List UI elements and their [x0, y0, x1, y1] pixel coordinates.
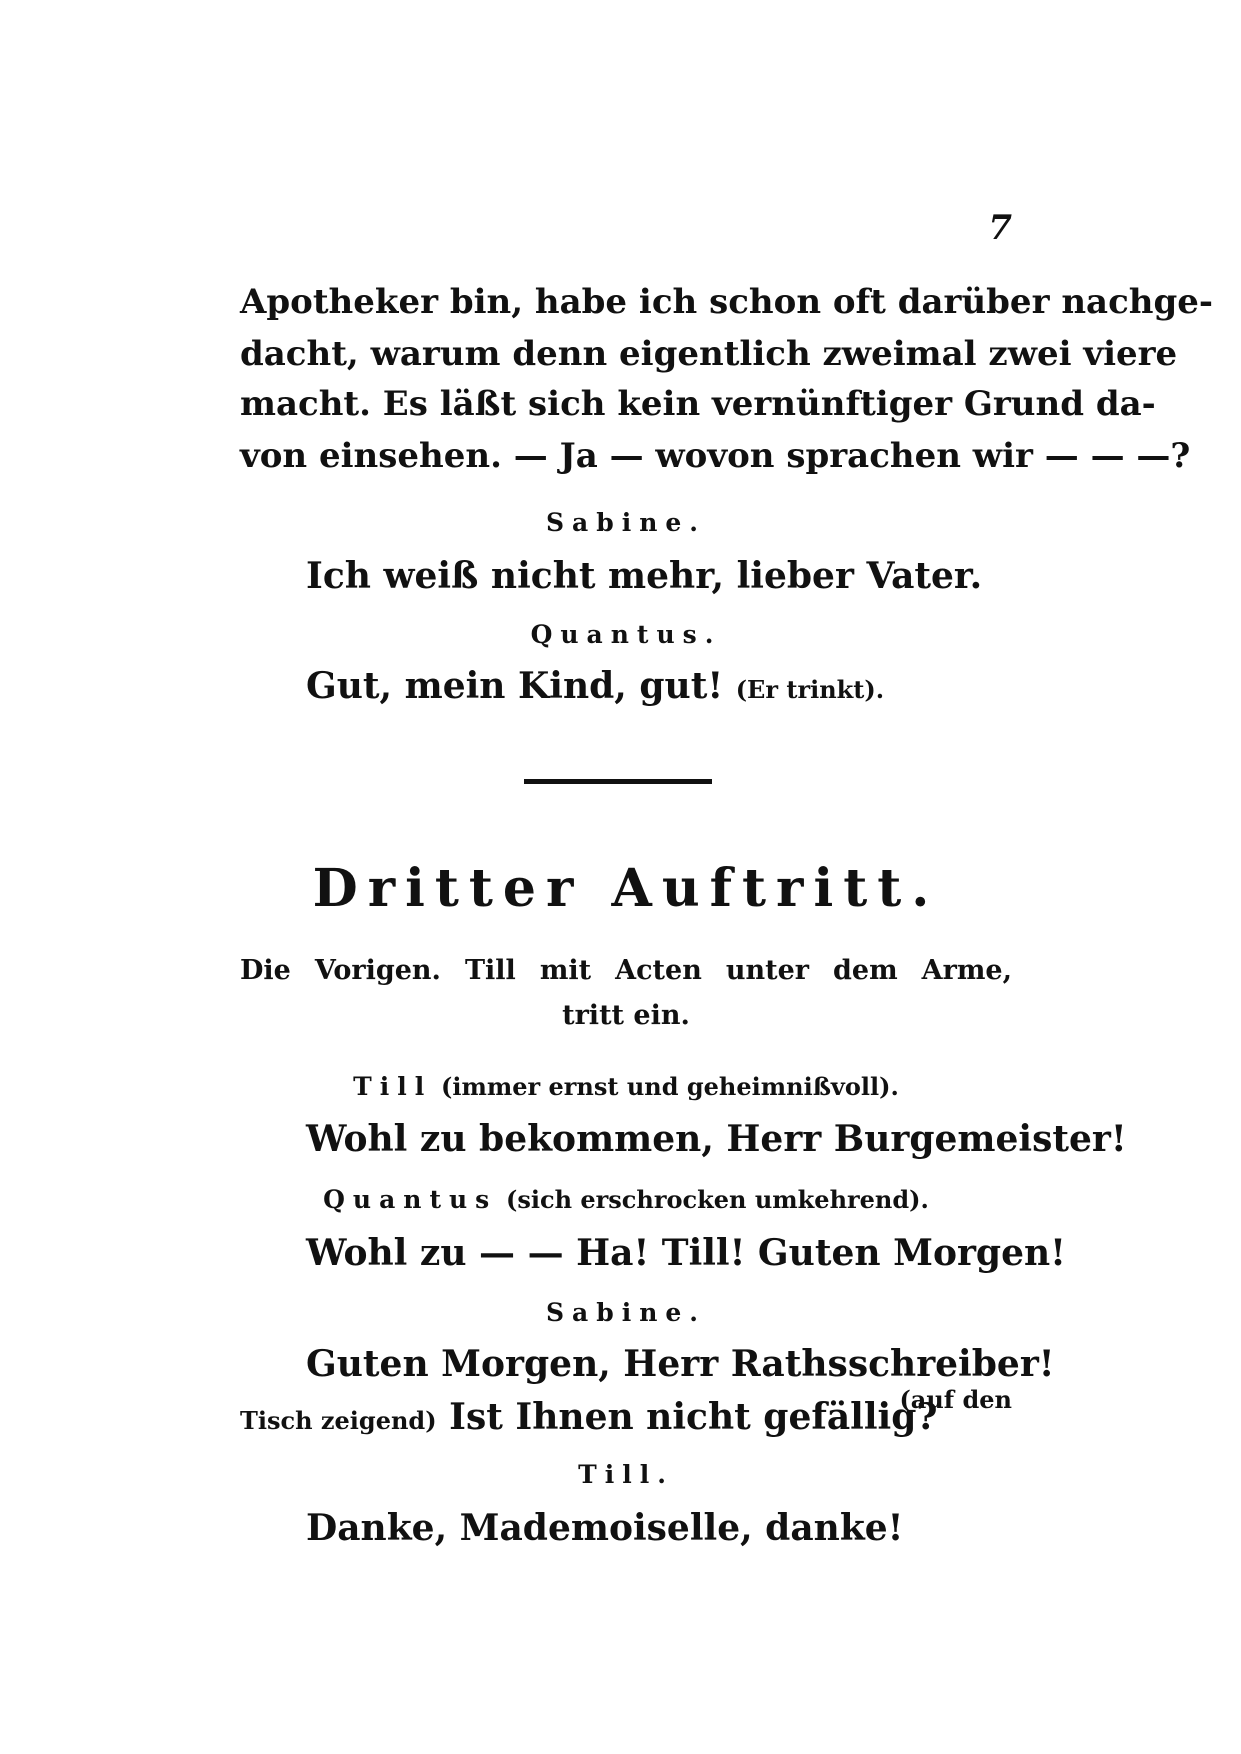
sabine-2-speech-text-1: Guten Morgen, Herr Rathsschreiber! — [306, 1343, 1055, 1385]
prose-line-1: Apotheker bin, habe ich schon oft darüber nachge- — [240, 282, 1214, 322]
section-divider — [524, 779, 712, 784]
speaker-quantus-2: Quantus — [323, 1185, 498, 1214]
till-2-speech: Danke, Mademoiselle, danke! — [306, 1507, 904, 1549]
speaker-quantus-2-line — [240, 1185, 1012, 1214]
scene-direction-line-2: tritt ein. — [562, 1000, 690, 1031]
prose-line-4: von einsehen. — Ja — wovon sprachen wir — — —? — [240, 436, 1191, 476]
page-number: 7 — [988, 208, 1012, 248]
sabine-speech: Ich weiß nicht mehr, lieber Vater. — [306, 555, 983, 597]
prose-line-3: macht. Es läßt sich kein vernünftiger Grund da- — [240, 384, 1156, 424]
quantus-speech — [306, 665, 884, 707]
till-speech: Wohl zu bekommen, Herr Burgemeister! — [306, 1118, 1127, 1160]
speaker-quantus: Quantus. — [530, 620, 722, 649]
quantus-2-stage-direction: (sich erschrocken umkehrend). — [505, 1185, 929, 1214]
quantus-2-speech: Wohl zu — — Ha! Till! Guten Morgen! — [306, 1232, 1066, 1274]
quantus-stage-direction: (Er trinkt). — [735, 675, 885, 704]
speaker-sabine-2: Sabine. — [545, 1298, 707, 1327]
sabine-2-stage-direction-2: Tisch zeigend) — [240, 1406, 437, 1435]
prose-line-2: dacht, warum denn eigentlich zweimal zwei viere — [240, 334, 1178, 374]
speaker-till-2: Till. — [578, 1460, 674, 1489]
scene-heading: Dritter Auftritt. — [312, 858, 940, 919]
speaker-till-line — [240, 1072, 1012, 1101]
quantus-speech-text: Gut, mein Kind, gut! — [306, 665, 724, 707]
sabine-2-speech-text-2: Ist Ihnen nicht gefällig? — [449, 1396, 938, 1438]
sabine-2-stage-direction-1: (auf den — [899, 1385, 1012, 1414]
sabine-2-speech-line-2 — [240, 1396, 937, 1438]
till-stage-direction: (immer ernst und geheimnißvoll). — [440, 1072, 899, 1101]
speaker-till: Till — [353, 1072, 433, 1101]
speaker-sabine: Sabine. — [545, 508, 707, 537]
scene-direction-line-1: Die Vorigen. Till mit Acten unter dem Arme, — [240, 955, 1012, 986]
